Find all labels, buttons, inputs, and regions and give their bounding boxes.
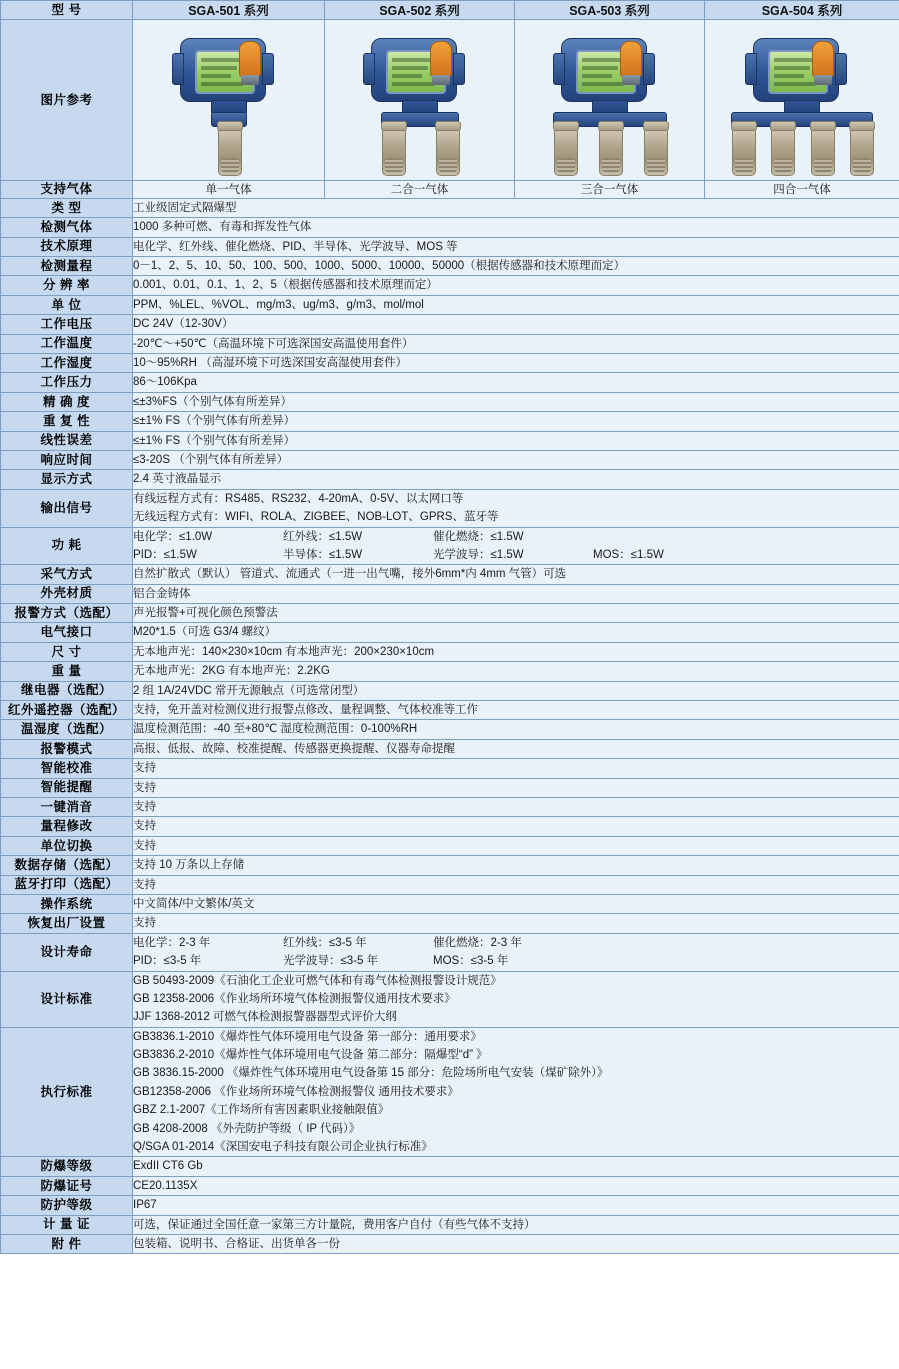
row-value — [133, 604, 899, 623]
table-row — [1, 604, 899, 623]
table-row-image — [1, 20, 899, 181]
row-value — [133, 198, 899, 217]
row-label: 红外遥控器（选配） — [1, 701, 133, 720]
table-row — [1, 334, 899, 353]
row-value-line: 0.001、0.01、0.1、1、2、5（根据传感器和技术原理而定） — [133, 279, 438, 292]
table-row — [1, 894, 899, 913]
row-value-line: 支持 — [133, 800, 156, 813]
sensor-probe — [436, 124, 460, 176]
row-value — [133, 914, 899, 933]
table-row — [1, 681, 899, 700]
row-label: 报警方式（选配） — [1, 604, 133, 623]
row-label-image: 图片参考 — [1, 20, 133, 181]
row-value-cell: 电化学：≤1.0W — [133, 530, 213, 543]
row-value-line: 有线远程方式有：RS485、RS232、4-20mA、0-5V、以太网口等 — [133, 492, 464, 505]
row-value — [133, 431, 899, 450]
row-label: 响应时间 — [1, 450, 133, 469]
row-value-line: 温度检测范围：-40 至+80℃ 湿度检测范围：0-100%RH — [133, 723, 418, 736]
row-value — [133, 450, 899, 469]
row-value-line: 高报、低报、故障、校准提醒、传感器更换提醒、仪器寿命提醒 — [133, 742, 455, 755]
row-value — [133, 218, 899, 237]
table-row — [1, 701, 899, 720]
row-value-cell: 红外线：≤3-5 年 — [283, 936, 367, 949]
table-row — [1, 875, 899, 894]
table-row — [1, 198, 899, 217]
row-value-line: GB3836.2-2010《爆炸性气体环境用电气设备 第二部分：隔爆型“d” 》 — [133, 1049, 488, 1062]
model-header-2: SGA-502 系列 — [325, 1, 515, 20]
row-value-line: GBZ 2.1-2007《工作场所有害因素职业接触限值》 — [133, 1104, 390, 1117]
table-row — [1, 759, 899, 778]
detector-illustration — [345, 24, 495, 176]
row-value — [133, 1157, 899, 1176]
row-label: 一键消音 — [1, 797, 133, 816]
row-label-model: 型 号 — [1, 1, 133, 20]
table-row — [1, 642, 899, 661]
row-value — [133, 778, 899, 797]
row-label: 防护等级 — [1, 1196, 133, 1215]
table-row — [1, 450, 899, 469]
table-row — [1, 218, 899, 237]
row-value — [133, 584, 899, 603]
row-value-line: GB3836.1-2010《爆炸性气体环境用电气设备 第一部分：通用要求》 — [133, 1030, 482, 1043]
row-value-line — [133, 546, 899, 564]
row-value-line: 中文简体/中文繁体/英文 — [133, 897, 255, 910]
row-label: 检测气体 — [1, 218, 133, 237]
row-value-line: 无线远程方式有：WIFI、ROLA、ZIGBEE、NOB-LOT、GPRS、蓝牙等 — [133, 511, 499, 524]
sensor-probe — [811, 124, 835, 176]
row-value — [133, 797, 899, 816]
table-row — [1, 1176, 899, 1195]
row-value-cell: 半导体：≤1.5W — [283, 548, 363, 561]
row-value — [133, 662, 899, 681]
row-value — [133, 295, 899, 314]
row-label: 计 量 证 — [1, 1215, 133, 1234]
row-value-line: 无本地声光：2KG 有本地声光：2.2KG — [133, 665, 330, 678]
row-label: 防爆证号 — [1, 1176, 133, 1195]
row-label: 尺 寸 — [1, 642, 133, 661]
table-row — [1, 1027, 899, 1157]
row-value — [133, 470, 899, 489]
row-value — [133, 875, 899, 894]
sensor-probe — [554, 124, 578, 176]
table-row — [1, 739, 899, 758]
table-row — [1, 315, 899, 334]
product-image-4 — [705, 20, 899, 181]
row-value-line: 声光报警+可视化颜色预警法 — [133, 607, 278, 620]
gas-support-value-3: 三合一气体 — [515, 181, 705, 199]
detector-body — [180, 38, 266, 102]
row-value-line: CE20.1135X — [133, 1179, 198, 1192]
row-value — [133, 412, 899, 431]
row-value-line: 支持 10 万条以上存储 — [133, 859, 245, 872]
row-value — [133, 759, 899, 778]
row-label: 设计寿命 — [1, 933, 133, 971]
row-value-line: 无本地声光：140×230×10cm 有本地声光：200×230×10cm — [133, 645, 435, 658]
row-value — [133, 257, 899, 276]
alarm-lamp-icon — [812, 41, 834, 77]
row-label: 蓝牙打印（选配） — [1, 875, 133, 894]
table-row — [1, 584, 899, 603]
row-value-line: 2 组 1A/24VDC 常开无源触点（可选常闭型） — [133, 684, 365, 697]
row-value-line: JJF 1368-2012 可燃气体检测报警器器型式评价大纲 — [133, 1011, 397, 1024]
row-label: 显示方式 — [1, 470, 133, 489]
gas-support-value-2: 二合一气体 — [325, 181, 515, 199]
row-value-line — [133, 528, 899, 546]
row-value-line: 支持 — [133, 820, 156, 833]
row-value-line: -20℃～+50℃（高温环境下可选深国安高温使用套件） — [133, 337, 414, 350]
alarm-lamp-icon — [239, 41, 261, 77]
row-label: 采气方式 — [1, 565, 133, 584]
table-row — [1, 527, 899, 565]
row-value — [133, 720, 899, 739]
row-value — [133, 334, 899, 353]
table-row — [1, 565, 899, 584]
gas-support-value-1: 单一气体 — [133, 181, 325, 199]
row-value-line: Q/SGA 01-2014《深国安电子科技有限公司企业执行标准》 — [133, 1141, 433, 1154]
table-row — [1, 933, 899, 971]
row-value — [133, 894, 899, 913]
row-label: 检测量程 — [1, 257, 133, 276]
table-row — [1, 856, 899, 875]
row-value — [133, 1234, 899, 1253]
sensor-probe — [732, 124, 756, 176]
row-label: 外壳材质 — [1, 584, 133, 603]
model-header-4: SGA-504 系列 — [705, 1, 899, 20]
row-label: 数据存储（选配） — [1, 856, 133, 875]
row-value-line: 10～95%RH （高湿环境下可选深国安高湿使用套件） — [133, 357, 408, 369]
row-value-line: 86～106Kpa — [133, 376, 197, 389]
row-value-line: 支持 — [133, 781, 156, 794]
row-label: 电气接口 — [1, 623, 133, 642]
row-value-line: IP67 — [133, 1199, 157, 1212]
sensor-probe — [599, 124, 623, 176]
row-value — [133, 971, 899, 1027]
row-value-line: GB 50493-2009《石油化工企业可燃气体和有毒气体检测报警设计规范》 — [133, 974, 502, 987]
row-value-line — [133, 934, 899, 952]
row-value-line: 支持，免开盖对检测仪进行报警点修改、量程调整、气体校准等工作 — [133, 704, 478, 717]
row-label: 继电器（选配） — [1, 681, 133, 700]
row-label: 工作温度 — [1, 334, 133, 353]
row-value-cell: MOS：≤1.5W — [593, 548, 664, 561]
table-row — [1, 392, 899, 411]
table-row — [1, 662, 899, 681]
row-value-line: GB 3836.15-2000 《爆炸性气体环境用电气设备第 15 部分：危险场所电气安装（煤矿除外）》 — [133, 1067, 609, 1080]
row-label: 执行标准 — [1, 1027, 133, 1157]
row-value-cell: 催化燃烧：≤1.5W — [433, 530, 524, 543]
row-label: 分 辨 率 — [1, 276, 133, 295]
row-value-line: 包装箱、说明书、合格证、出货单各一份 — [133, 1237, 340, 1250]
row-label: 线性误差 — [1, 431, 133, 450]
row-value-line: 铝合金铸体 — [133, 587, 191, 600]
row-value — [133, 681, 899, 700]
gas-support-value-4: 四合一气体 — [705, 181, 899, 199]
row-label: 技术原理 — [1, 237, 133, 256]
row-label: 温湿度（选配） — [1, 720, 133, 739]
row-value-line: 1000 多种可燃、有毒和挥发性气体 — [133, 221, 312, 234]
model-header-3: SGA-503 系列 — [515, 1, 705, 20]
row-value — [133, 354, 899, 373]
row-value-line: GB12358-2006 《作业场所环境气体检测报警仪 通用技术要求》 — [133, 1085, 459, 1098]
row-value — [133, 933, 899, 971]
row-label: 重 复 性 — [1, 412, 133, 431]
row-value — [133, 856, 899, 875]
row-value — [133, 817, 899, 836]
table-row-model — [1, 1, 899, 20]
row-value-line: ExdII CT6 Gb — [133, 1160, 203, 1173]
detector-body — [561, 38, 647, 102]
row-value — [133, 623, 899, 642]
row-value-cell: 红外线：≤1.5W — [283, 530, 363, 543]
model-header-1: SGA-501 系列 — [133, 1, 325, 20]
row-value-line: ≤±1% FS（个别气体有所差异） — [133, 434, 296, 447]
table-row — [1, 276, 899, 295]
detector-illustration — [727, 24, 877, 176]
row-value-line: 0－1、2、5、10、50、100、500、1000、5000、10000、50000（根据传感器和技术原理而定） — [133, 260, 626, 273]
row-label: 精 确 度 — [1, 392, 133, 411]
table-row — [1, 295, 899, 314]
row-label: 智能提醒 — [1, 778, 133, 797]
row-value — [133, 1027, 899, 1157]
row-value-line: GB 4208-2008 《外壳防护等级（ IP 代码）》 — [133, 1122, 361, 1135]
alarm-lamp-icon — [620, 41, 642, 77]
row-value — [133, 527, 899, 565]
row-value — [133, 276, 899, 295]
row-label: 防爆等级 — [1, 1157, 133, 1176]
row-value-cell: PID：≤3-5 年 — [133, 955, 202, 968]
row-value-line: 支持 — [133, 878, 156, 891]
row-value-line: 支持 — [133, 917, 156, 930]
product-image-2 — [325, 20, 515, 181]
table-row — [1, 1215, 899, 1234]
row-value-line: ≤±3%FS（个别气体有所差异） — [133, 395, 292, 408]
sensor-probe — [771, 124, 795, 176]
table-row-gas-support — [1, 181, 899, 199]
row-value — [133, 315, 899, 334]
row-label: 重 量 — [1, 662, 133, 681]
detector-illustration — [154, 24, 304, 176]
row-label: 智能校准 — [1, 759, 133, 778]
product-image-3 — [515, 20, 705, 181]
row-value — [133, 1176, 899, 1195]
row-label: 功 耗 — [1, 527, 133, 565]
row-value-line: ≤±1% FS（个别气体有所差异） — [133, 415, 296, 428]
alarm-lamp-icon — [430, 41, 452, 77]
sensor-probe — [382, 124, 406, 176]
table-row — [1, 836, 899, 855]
row-value-line: 支持 — [133, 839, 156, 852]
row-value-line: 电化学、红外线、催化燃烧、PID、半导体、光学波导、MOS 等 — [133, 240, 458, 253]
table-row — [1, 257, 899, 276]
detector-illustration — [535, 24, 685, 176]
row-label-gas-support: 支持气体 — [1, 181, 133, 199]
table-row — [1, 1196, 899, 1215]
row-label: 工作压力 — [1, 373, 133, 392]
row-value-line: ≤3-20S （个别气体有所差异） — [133, 453, 289, 466]
sensor-probe — [644, 124, 668, 176]
table-row — [1, 1157, 899, 1176]
row-value — [133, 565, 899, 584]
row-value-line: 可选，保证通过全国任意一家第三方计量院，费用客户自付（有些气体不支持） — [133, 1218, 536, 1231]
table-row — [1, 623, 899, 642]
detector-body — [753, 38, 839, 102]
row-value-line: 自然扩散式（默认） 管道式、流通式（一进一出气嘴，接外6mm*内 4mm 气管）可选 — [133, 568, 567, 581]
row-label: 单 位 — [1, 295, 133, 314]
product-image-1 — [133, 20, 325, 181]
row-value — [133, 701, 899, 720]
table-row — [1, 720, 899, 739]
detector-body — [371, 38, 457, 102]
row-label: 工作湿度 — [1, 354, 133, 373]
row-label: 恢复出厂设置 — [1, 914, 133, 933]
table-row — [1, 412, 899, 431]
table-row — [1, 237, 899, 256]
row-value-line — [133, 952, 899, 970]
row-label: 附 件 — [1, 1234, 133, 1253]
table-row — [1, 817, 899, 836]
row-value-cell: PID：≤1.5W — [133, 548, 197, 561]
row-label: 工作电压 — [1, 315, 133, 334]
row-value — [133, 739, 899, 758]
row-value-line: PPM、%LEL、%VOL、mg/m3、ug/m3、g/m3、mol/mol — [133, 298, 424, 311]
row-label: 输出信号 — [1, 489, 133, 527]
row-value-line: 支持 — [133, 762, 156, 775]
sensor-probe — [218, 124, 242, 176]
row-value — [133, 237, 899, 256]
row-label: 报警模式 — [1, 739, 133, 758]
row-value-cell: 光学波导：≤3-5 年 — [283, 955, 379, 968]
row-value — [133, 392, 899, 411]
row-value — [133, 489, 899, 527]
row-label: 设计标准 — [1, 971, 133, 1027]
table-row — [1, 971, 899, 1027]
table-row — [1, 431, 899, 450]
row-value-line: M20*1.5（可选 G3/4 螺纹） — [133, 626, 277, 639]
table-row — [1, 914, 899, 933]
table-row — [1, 373, 899, 392]
row-value — [133, 836, 899, 855]
row-value-line: 工业级固定式隔爆型 — [133, 201, 237, 214]
table-row — [1, 354, 899, 373]
table-row — [1, 470, 899, 489]
row-value-cell: 电化学：2-3 年 — [133, 936, 211, 949]
table-row — [1, 797, 899, 816]
table-row — [1, 778, 899, 797]
row-value — [133, 642, 899, 661]
row-value-line: 2.4 英寸液晶显示 — [133, 473, 222, 486]
row-label: 单位切换 — [1, 836, 133, 855]
row-value — [133, 1215, 899, 1234]
row-value — [133, 373, 899, 392]
row-value-line: GB 12358-2006《作业场所环境气体检测报警仪通用技术要求》 — [133, 992, 456, 1005]
row-label: 量程修改 — [1, 817, 133, 836]
table-row — [1, 1234, 899, 1253]
row-value-cell: 光学波导：≤1.5W — [433, 548, 524, 561]
row-value — [133, 1196, 899, 1215]
row-label: 操作系统 — [1, 894, 133, 913]
row-value-cell: MOS：≤3-5 年 — [433, 955, 509, 968]
row-value-line: DC 24V（12-30V） — [133, 318, 234, 331]
row-label: 类 型 — [1, 198, 133, 217]
table-row — [1, 489, 899, 527]
sensor-probe — [850, 124, 874, 176]
row-value-cell: 催化燃烧：2-3 年 — [433, 936, 522, 949]
